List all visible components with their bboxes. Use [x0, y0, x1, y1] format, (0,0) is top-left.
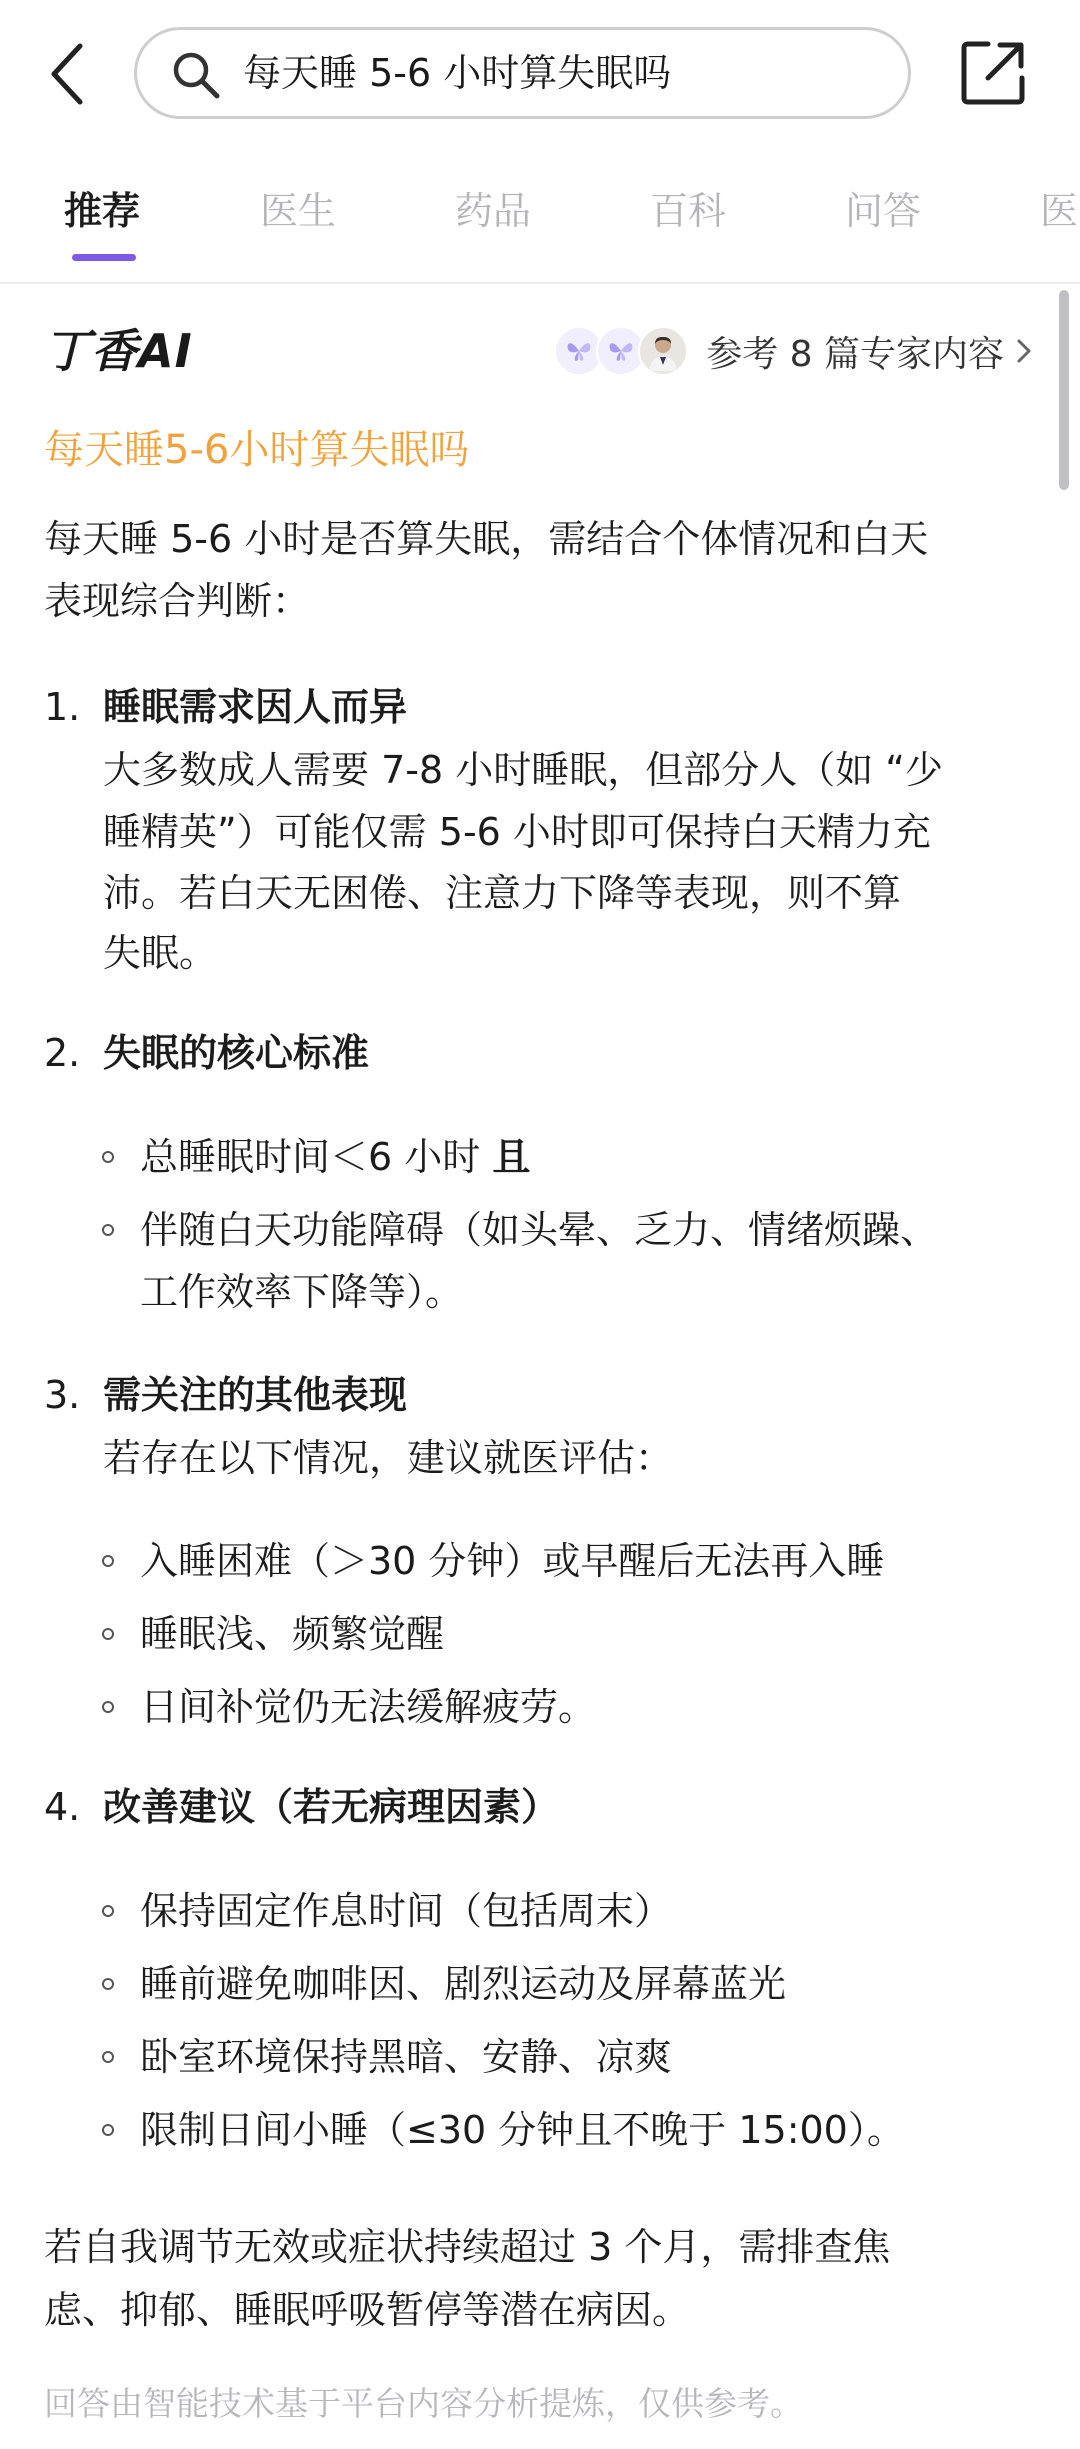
section-number: 4.: [44, 1785, 81, 1829]
bullet-icon: [102, 1151, 114, 1163]
section-number: 3.: [44, 1373, 81, 1417]
tab-recommend[interactable]: 推荐: [64, 189, 141, 233]
bullet-item: 保持固定作息时间（包括周末）: [140, 1889, 673, 1933]
ai-answer-header: [44, 318, 1034, 384]
expert-references[interactable]: [562, 318, 1034, 384]
chevron-right-icon: [1014, 336, 1034, 366]
tab-qa[interactable]: 问答: [845, 189, 922, 233]
section-text-line: 大多数成人需要 7-8 小时睡眠，但部分人（如 “少: [103, 748, 943, 792]
answer-intro-line: 每天睡 5-6 小时是否算失眠，需结合个体情况和白天: [44, 517, 929, 561]
expert-avatar-photo: [638, 326, 688, 376]
bullet-item: 睡眠浅、频繁觉醒: [140, 1612, 445, 1656]
tab-encyclopedia[interactable]: 百科: [650, 189, 727, 233]
answer-intro-line: 表现综合判断：: [44, 579, 311, 623]
ai-disclaimer: 回答由智能技术基于平台内容分析提炼，仅供参考。: [44, 2384, 803, 2423]
search-query-text: 每天睡 5-6 小时算失眠吗: [243, 51, 672, 95]
section-text-line: 失眠。: [103, 931, 218, 975]
bullet-icon: [102, 1628, 114, 1640]
bullet-item: 入睡困难（＞30 分钟）或早醒后无法再入睡: [140, 1539, 885, 1583]
bullet-item: 日间补觉仍无法缓解疲劳。: [140, 1685, 597, 1729]
bullet-item: 伴随白天功能障碍（如头晕、乏力、情绪烦躁、: [140, 1208, 939, 1252]
bullet-item: 总睡眠时间＜6 小时 且: [140, 1135, 531, 1179]
section-title: 改善建议（若无病理因素）: [103, 1785, 560, 1829]
bullet-item: 卧室环境保持黑暗、安静、凉爽: [140, 2035, 673, 2079]
share-icon[interactable]: [960, 38, 1028, 106]
references-label: 参考 8 篇专家内容: [706, 333, 1004, 375]
tab-more-partial[interactable]: 医: [1040, 189, 1079, 233]
bullet-icon: [102, 1978, 114, 1990]
bullet-icon: [102, 2051, 114, 2063]
category-tabs: [0, 150, 1080, 282]
question-title: 每天睡5-6小时算失眠吗: [44, 427, 470, 473]
bullet-icon: [102, 2124, 114, 2136]
search-icon: [169, 48, 223, 102]
scrollbar[interactable]: [1059, 290, 1069, 490]
section-title: 睡眠需求因人而异: [103, 685, 408, 729]
bullet-icon: [102, 1905, 114, 1917]
bullet-item-continued: 工作效率下降等）。: [140, 1270, 464, 1314]
section-title: 失眠的核心标准: [103, 1031, 370, 1075]
doctor-avatar-icon: [643, 331, 683, 371]
conclusion-line: 若自我调节无效或症状持续超过 3 个月，需排查焦: [44, 2225, 891, 2269]
search-input[interactable]: [134, 27, 911, 119]
bullet-icon: [102, 1224, 114, 1236]
tab-medicine[interactable]: 药品: [455, 189, 532, 233]
section-title: 需关注的其他表现: [103, 1373, 408, 1417]
back-arrow-icon[interactable]: [42, 38, 98, 110]
conclusion-line: 虑、抑郁、睡眠呼吸暂停等潜在病因。: [44, 2288, 691, 2332]
section-text-line: 睡精英”）可能仅需 5-6 小时即可保持白天精力充: [103, 810, 931, 854]
section-text-line: 沛。若白天无困倦、注意力下降等表现，则不算: [103, 871, 902, 915]
bullet-icon: [102, 1555, 114, 1567]
tab-doctor[interactable]: 医生: [260, 189, 337, 233]
bullet-item: 限制日间小睡（≤30 分钟且不晚于 15:00）。: [140, 2108, 905, 2152]
bullet-item: 睡前避免咖啡因、剧烈运动及屏幕蓝光: [140, 1962, 787, 2006]
section-lead: 若存在以下情况，建议就医评估：: [103, 1436, 674, 1480]
top-bar: [0, 0, 1080, 150]
butterfly-icon: [606, 336, 636, 366]
active-tab-indicator: [72, 254, 136, 261]
ai-brand-logo: 丁香AI: [44, 324, 193, 378]
tabs-divider: [0, 282, 1080, 284]
bullet-icon: [102, 1701, 114, 1713]
butterfly-icon: [564, 336, 594, 366]
section-number: 2.: [44, 1031, 81, 1075]
section-number: 1.: [44, 685, 81, 729]
